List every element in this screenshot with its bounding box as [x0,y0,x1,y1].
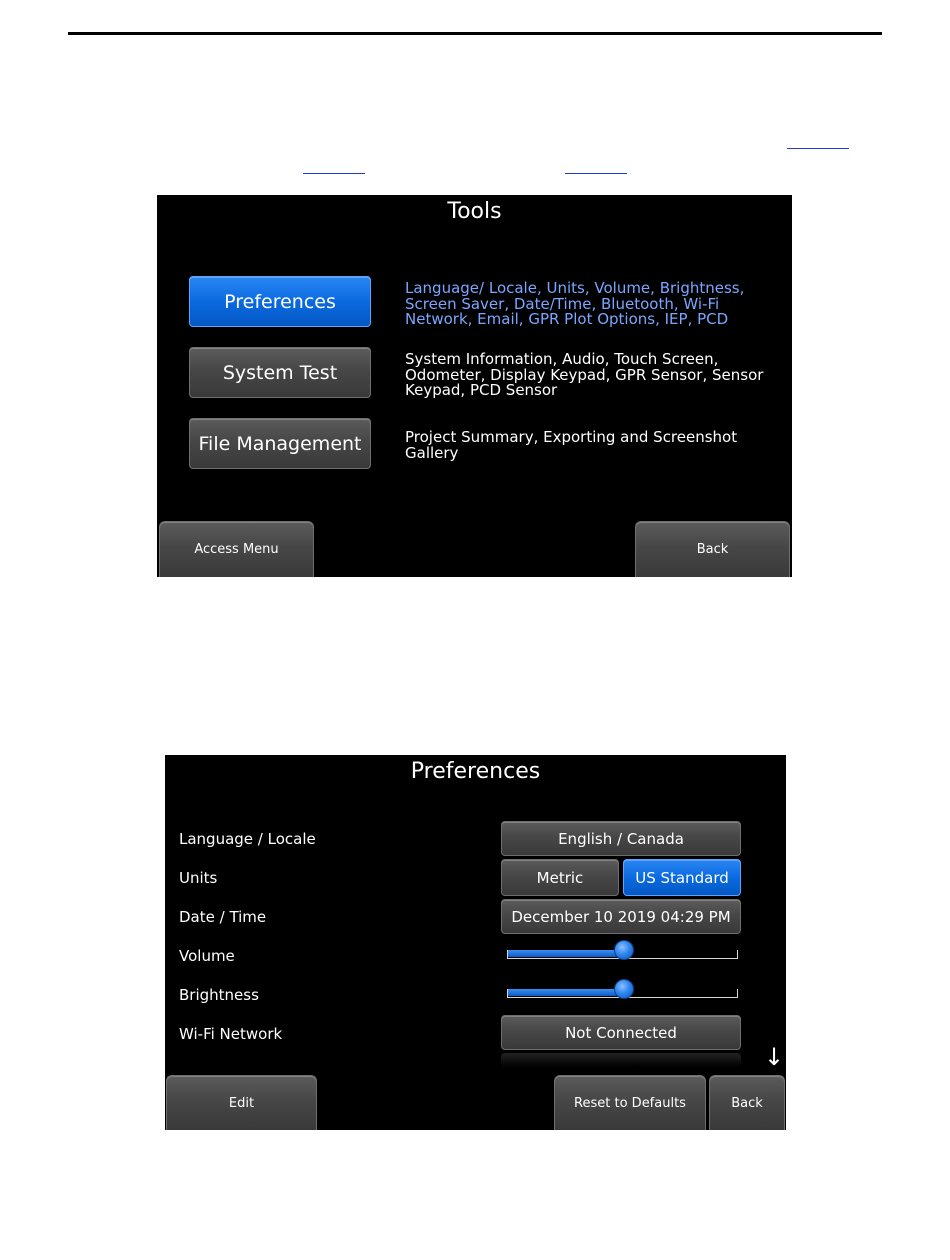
brightness-slider[interactable] [507,989,738,998]
access-menu-label: Access Menu [194,542,279,557]
scroll-down-icon[interactable]: ↓ [764,1043,785,1071]
units-metric-button[interactable] [501,859,619,896]
datetime-value: December 10 2019 04:29 PM [511,907,731,926]
brightness-slider-thumb[interactable] [614,979,634,999]
doc-link-1[interactable] [787,148,849,149]
file-management-description: Project Summary, Exporting and Screenshot Gallery [405,428,738,462]
units-us-standard-button[interactable] [623,859,741,896]
page-top-rule [68,32,882,35]
file-management-button-label: File Management [198,432,362,455]
preferences-back-button[interactable] [709,1075,785,1130]
volume-slider[interactable] [507,950,738,959]
access-menu-button[interactable] [159,521,314,577]
doc-link-3[interactable] [565,173,627,174]
language-button[interactable] [501,821,741,856]
edit-button[interactable] [166,1075,317,1130]
next-row-partial [501,1053,741,1067]
system-test-button[interactable] [189,347,371,398]
wifi-label: Wi-Fi Network [179,1025,283,1043]
tools-back-label: Back [696,542,729,557]
units-us-standard-label: US Standard [635,868,729,887]
brightness-slider-fill [508,989,623,996]
preferences-button-label: Preferences [224,290,336,313]
edit-label: Edit [228,1095,255,1111]
doc-link-2[interactable] [303,173,365,174]
reset-to-defaults-label: Reset to Defaults [574,1095,686,1111]
reset-to-defaults-button[interactable] [554,1075,706,1130]
datetime-button[interactable] [501,899,741,934]
preferences-title: Preferences [410,759,541,784]
preferences-back-label: Back [731,1095,763,1111]
system-test-description: System Information, Audio, Touch Screen, Odometer, Display Keypad, GPR Sensor, Sensor Keypad, PCD Sensor [405,350,764,399]
volume-label: Volume [179,947,235,965]
file-management-button[interactable] [189,418,371,469]
tools-back-button[interactable] [635,521,790,577]
brightness-label: Brightness [179,986,259,1004]
wifi-button[interactable] [501,1015,741,1050]
preferences-screen [165,755,786,1130]
preferences-button[interactable] [189,276,371,327]
language-label: Language / Locale [179,830,316,848]
preferences-description: Language/ Locale, Units, Volume, Brightness, Screen Saver, Date/Time, Bluetooth, Wi-Fi Network, Email, GPR Plot Options, IEP, PCD [405,279,745,328]
volume-slider-fill [508,950,623,957]
datetime-label: Date / Time [179,908,267,926]
tools-screen [157,195,792,577]
wifi-value: Not Connected [565,1023,677,1042]
volume-slider-thumb[interactable] [614,940,634,960]
language-value: English / Canada [558,829,684,848]
tools-title: Tools [447,199,502,224]
units-label: Units [179,869,218,887]
units-metric-label: Metric [536,868,584,887]
system-test-button-label: System Test [222,361,338,384]
